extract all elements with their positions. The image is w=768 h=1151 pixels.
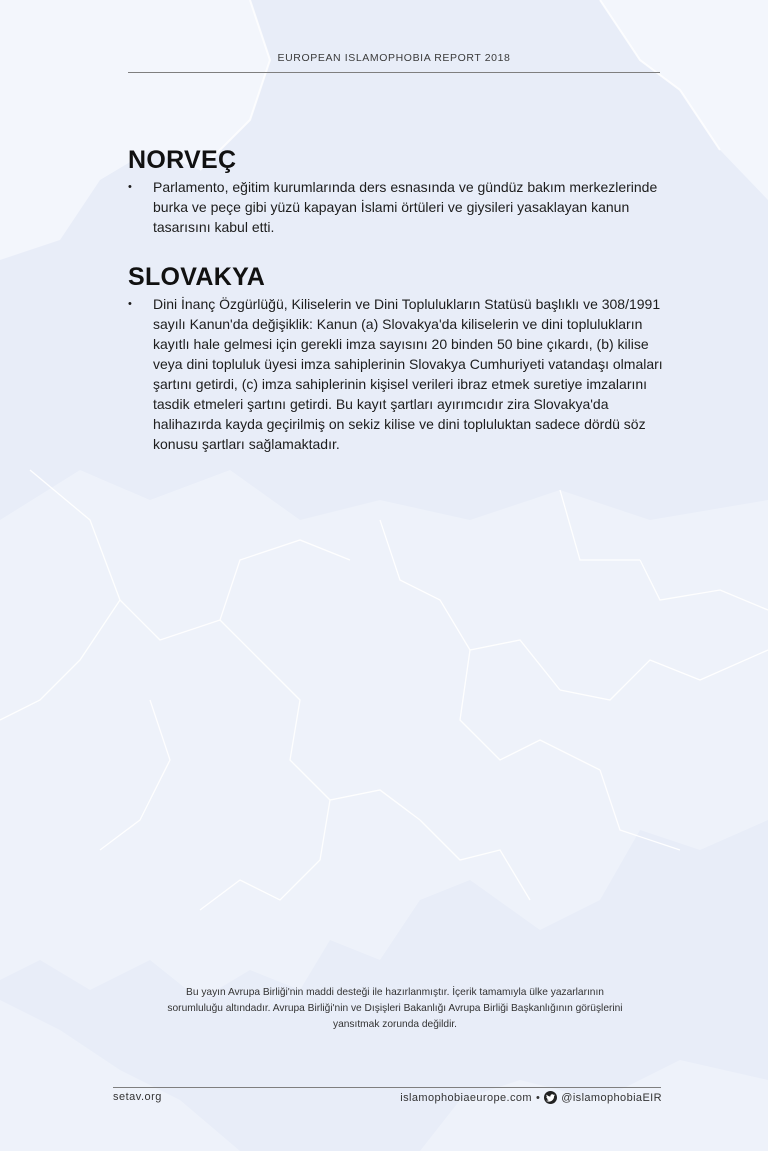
footer-links: [400, 1091, 662, 1104]
footer-divider: [113, 1087, 661, 1088]
footer-twitter-handle[interactable]: @islamophobiaEIR: [561, 1091, 662, 1104]
section-title-norvec: NORVEÇ: [128, 146, 237, 174]
footer-setav-link[interactable]: setav.org: [113, 1091, 162, 1103]
list-item: [128, 294, 663, 454]
twitter-icon: [544, 1091, 557, 1104]
footer-separator: •: [536, 1091, 541, 1104]
bullet-icon: •: [128, 181, 132, 193]
funding-disclaimer: Bu yayın Avrupa Birliği'nin maddi desteği ile hazırlanmıştır. İçerik tamamıyla ülke yazarlarının sorumluluğu altındadır. Avrupa Birliği'nin ve Dışişleri Bakanlığı Avrupa Birliği Başkanlığının görüşlerini yansıtmak zorunda değildir.: [167, 987, 623, 1030]
running-header: EUROPEAN ISLAMOPHOBIA REPORT 2018: [277, 52, 511, 64]
list-item: [128, 177, 663, 237]
bullet-icon: •: [128, 298, 132, 310]
bullet-text: Dini İnanç Özgürlüğü, Kiliselerin ve Dini Toplulukların Statüsü başlıklı ve 308/1991 sayılı Kanun'da değişiklik: Kanun (a) Slovakya'da kiliselerin ve dini toplulukların kayıtlı hale gelmesi için gerekli imza sayısını 20 binden 50 bine çıkardı, (b) kilise veya dini topluluk üyesi imza sahiplerinin Slovakya Cumhuriyeti vatandaşı olmaları şartını getirdi, (c) imza sahiplerinin kişisel verileri ibraz etmek suretiye imzalarını tasdik etmeleri şartını getirdi. Bu kayıt şartları ayırımcıdır zira Slovakya'da halihazırda kayda geçirilmiş on sekiz kilise ve dini topluluktan sadece dördü söz konusu şartları sağlamaktadır.: [153, 296, 663, 452]
section-norvec: [128, 145, 663, 237]
footer-site-link[interactable]: islamophobiaeurope.com: [400, 1091, 532, 1104]
header-divider: [128, 72, 660, 73]
bullet-text: Parlamento, eğitim kurumlarında ders esnasında ve gündüz bakım merkezlerinde burka ve peçe gibi yüzü kapayan İslami örtüleri ve giysileri yasaklayan kanun tasarısını kabul etti.: [153, 179, 658, 235]
section-title-slovakya: SLOVAKYA: [128, 263, 266, 291]
section-slovakya: [128, 262, 663, 454]
